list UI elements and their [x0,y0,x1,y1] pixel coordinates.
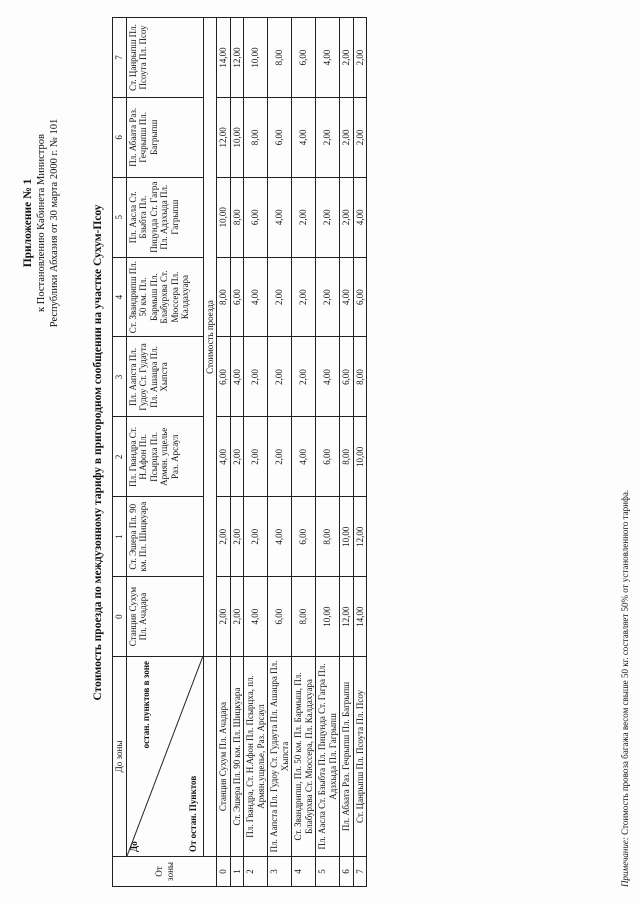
header-line-2: Республики Абхазия от 30 марта 2000 г. № 101 [49,118,60,328]
fare-cell: 6,00 [292,18,316,98]
zone-number: 0 [113,577,127,657]
zone-stops: Пл. Абаата Раз. Гечрыпш Пл. Багрыпш [126,97,203,177]
fare-cell: 8,00 [316,497,340,577]
fare-cell: 10,00 [230,97,244,177]
header-line-1: к Постановлению Кабинета Министров [36,134,47,312]
fare-cell: 8,00 [217,257,231,337]
fare-cell: 6,00 [353,257,367,337]
fare-cell: 2,00 [340,18,354,98]
fare-cell: 2,00 [244,417,268,497]
fare-cell: 2,00 [230,577,244,657]
footnote-text: Стоимость провоза багажа весом свыше 50 кг. составляет 50% от установленного тарифа. [620,489,630,835]
row-stops: Ст. Звандрипш, Пл. 50 км. Пл. Бармыш, Пл. Блабурхва Ст. Мюссера, Пл. Калдахуара [292,657,316,857]
fare-cell: 4,00 [268,497,292,577]
table-row [217,18,231,887]
fare-cell: 8,00 [292,577,316,657]
fare-cell: 2,00 [292,257,316,337]
zone-number: 4 [113,257,127,337]
fare-cell: 2,00 [340,97,354,177]
table-row [353,18,367,887]
corner-to-label: До [128,841,139,852]
fare-cell: 4,00 [292,97,316,177]
fare-cell: 2,00 [217,577,231,657]
fare-cell: 2,00 [230,497,244,577]
footnote [620,490,630,887]
zone-stops: Станция Сухум Пл. Ачадара [126,577,203,657]
zone-stops: Пл. Аасла Ст. Бзыбта Пл. Пицунда Ст. Гагра Пл. Адзхыда Пл. Гагрыпш [126,177,203,257]
fare-cell: 6,00 [230,257,244,337]
fare-cell: 10,00 [340,497,354,577]
zone-stops: Пл. Аапста Пл. Гудоу Ст. Гудаута Пл. Ашацра Пл. Хыпста [126,337,203,417]
fare-cell: 10,00 [217,177,231,257]
table-row [292,18,316,887]
table-row [268,18,292,887]
fare-cell: 4,00 [316,18,340,98]
fare-cell: 2,00 [268,417,292,497]
fare-cell: 2,00 [316,257,340,337]
row-stops: Пл. Аасла Ст. Бзыбта Пл. Пицунда Ст. Гагра Пл. Адзхыда Пл. Гагрыпш [316,657,340,857]
fare-cell: 8,00 [340,417,354,497]
fare-cell: 10,00 [244,18,268,98]
fare-cell: 8,00 [268,18,292,98]
fare-cell: 2,00 [316,177,340,257]
fare-cell: 2,00 [217,497,231,577]
fare-cell: 4,00 [316,337,340,417]
row-zone-number: 3 [268,857,292,887]
from-zones-label: От зоны [113,857,217,887]
row-zone-number: 2 [244,857,268,887]
fare-cell: 6,00 [292,497,316,577]
to-zones-label: До зоны [113,657,127,857]
fare-cell: 2,00 [340,177,354,257]
fare-cell: 4,00 [353,177,367,257]
row-stops: Пл. Аапста Пл. Гудоу Ст. Гудаута Пл. Ашацра Пл. Хыпста [268,657,292,857]
fare-cell: 10,00 [353,417,367,497]
fare-cell: 6,00 [340,337,354,417]
fare-cell: 12,00 [217,97,231,177]
fare-cell: 2,00 [292,337,316,417]
fare-cell: 2,00 [353,97,367,177]
fare-cell: 2,00 [353,18,367,98]
row-zone-number: 5 [316,857,340,887]
fare-cell: 2,00 [316,97,340,177]
row-zone-number: 4 [292,857,316,887]
tariff-table [112,17,367,887]
fare-cell: 4,00 [340,257,354,337]
fare-cell: 14,00 [353,577,367,657]
row-stops: Станция Сухум Пл. Ачадара [217,657,231,857]
zone-stops: Пл. Гвандра Ст. Н.Афон Пл. Псырцха Пл. Армян. ущелье Раз. Арсаул [126,417,203,497]
row-stops: Ст. Эшера Пл. 90 км. Пл. Шицкуара [230,657,244,857]
fare-cell: 4,00 [268,177,292,257]
fare-cell: 4,00 [292,417,316,497]
document-title: Стоимость проезда по междузонному тарифу в пригородном сообщении на участке Сухум-Псоу [92,204,104,701]
document-header [22,8,61,438]
fare-cell: 2,00 [268,257,292,337]
table-row [244,18,268,887]
fare-cell: 4,00 [230,337,244,417]
zone-stops: Ст. Звандрипш Пл. 50 км. Пл. Бармыш Пл. Блабурхва Ст. Мюссера Пл. Калдахуара [126,257,203,337]
fare-cell: 10,00 [316,577,340,657]
zone-header-row [113,18,127,887]
cost-label: Стоимость проезда [203,18,217,657]
fare-cell: 8,00 [230,177,244,257]
header-corner-cell [126,657,203,857]
fare-cell: 12,00 [230,18,244,98]
zone-stops: Ст. Эшера Пл. 90 км. Пл. Шицкуара [126,497,203,577]
table-row [316,18,340,887]
fare-cell: 2,00 [292,177,316,257]
appendix-number: Приложение № 1 [22,178,34,268]
fare-cell: 2,00 [244,337,268,417]
row-stops: Пл. Гвандра, Ст. Н.Афон Пл. Псырцха, пл. Армян.ущелье, Раз. Арсаул [244,657,268,857]
zone-number: 7 [113,18,127,98]
fare-cell: 2,00 [244,497,268,577]
zone-number: 6 [113,97,127,177]
row-stops: Ст. Цанрыпш Пл. Псоута Пл. Псоу [353,657,367,857]
fare-cell: 4,00 [244,257,268,337]
fare-cell: 6,00 [217,337,231,417]
fare-cell: 4,00 [244,577,268,657]
fare-cell: 8,00 [353,337,367,417]
fare-cell: 8,00 [244,97,268,177]
cost-label-row [203,18,217,887]
fare-cell: 6,00 [244,177,268,257]
row-zone-number: 7 [353,857,367,887]
fare-cell: 2,00 [268,337,292,417]
row-stops: Пл. Абаата Раз. Гечрыпш Пл. Багрыпш [340,657,354,857]
table-row [340,18,354,887]
fare-cell: 12,00 [340,577,354,657]
corner-from-label: От остан. Пунктов [188,775,198,852]
zone-number: 2 [113,417,127,497]
zone-stops-row [126,18,203,887]
zone-number: 5 [113,177,127,257]
fare-cell: 6,00 [316,417,340,497]
footnote-label: Примечание: [620,837,630,887]
row-zone-number: 0 [217,857,231,887]
zone-number: 1 [113,497,127,577]
zone-number: 3 [113,337,127,417]
zone-stops: Ст. Цанрыпш Пл. Псоута Пл. Псоу [126,18,203,98]
fare-cell: 12,00 [353,497,367,577]
corner-stops-label: остан. пунктов в зоне [140,661,151,749]
fare-cell: 14,00 [217,18,231,98]
fare-cell: 4,00 [217,417,231,497]
fare-cell: 6,00 [268,577,292,657]
empty-cell [203,657,217,857]
table-row [230,18,244,887]
fare-cell: 6,00 [268,97,292,177]
row-zone-number: 1 [230,857,244,887]
row-zone-number: 6 [340,857,354,887]
fare-cell: 2,00 [230,417,244,497]
